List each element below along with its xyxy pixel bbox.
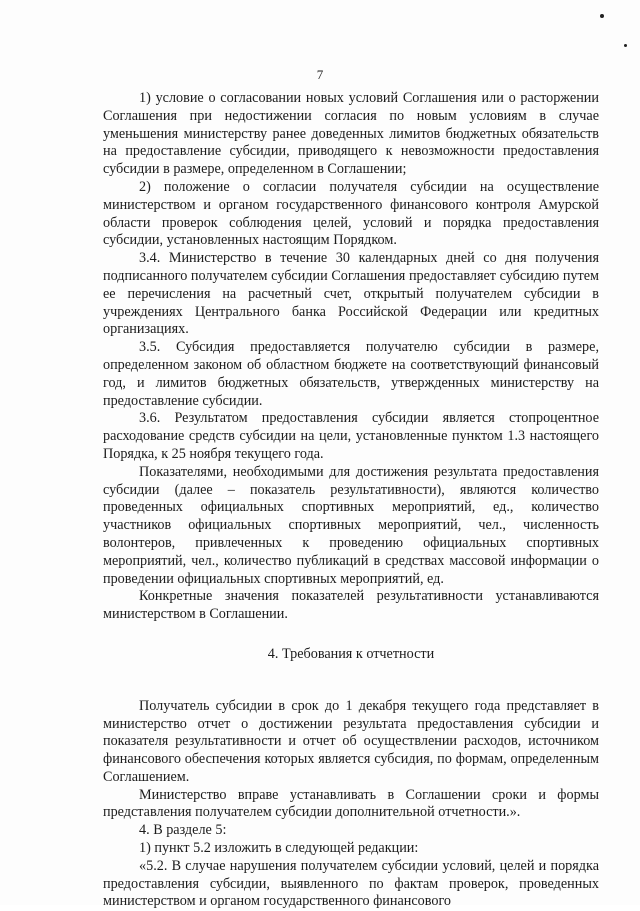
section-heading: 4. Требования к отчетности: [267, 645, 435, 662]
paragraph: 3.6. Результатом предоставления субсидии является стопроцентное расходование средств субсидии на цели, установленные пунктом 1.3 настоящего Порядка, к 25 ноября текущего года.: [103, 410, 599, 462]
scan-speck: [600, 14, 604, 18]
paragraph: Министерство вправе устанавливать в Соглашении сроки и формы представления получателем субсидии дополнительной отчетности.».: [103, 786, 599, 821]
paragraph: 3.5. Субсидия предоставляется получателю субсидии в размере, определенном законом об областном бюджете на соответствующий финансовый год, и лимитов бюджетных обязательств, утвержденных министерству на предоставление субсидии.: [103, 339, 599, 409]
paragraph: Получатель субсидии в срок до 1 декабря текущего года представляет в министерство отчет о достижении результата предоставления субсидии и показателя результативности и отчет об осуществлении расходов, источником финансового обеспечения которых является субсидия, по формам, определенным Соглашением.: [103, 697, 599, 785]
section-spacer: [103, 685, 599, 698]
paragraph: 3.4. Министерство в течение 30 календарных дней со дня получения подписанного получателем субсидии Соглашения предоставляет субсидию путем ее перечисления на расчетный счет, открытый получателем субсидии в учреждениях Центрального банка Российской Федерации или кредитных организациях.: [103, 250, 599, 338]
paragraph: Конкретные значения показателей результативности устанавливаются министерством в Соглашении.: [103, 588, 599, 623]
paragraph: 1) условие о согласовании новых условий Соглашения или о расторжении Соглашения при недостижении согласия по новым условиям в случае уменьшения министерству ранее доведенных лимитов бюджетных обязательств на предоставление субсидии, приводящего к невозможности предоставления субсидии в размере, определенном в Соглашении;: [103, 90, 599, 178]
paragraph: 2) положение о согласии получателя субсидии на осуществление министерством и органом государственного финансового контроля Амурской области проверок соблюдения целей, условий и порядка предоставления субсидии, установленных настоящим Порядком.: [103, 178, 599, 249]
paragraph: Показателями, необходимыми для достижения результата предоставления субсидии (далее – показатель результативности), являются количество проведенных официальных спортивных мероприятий, ед., количество участников официальных спортивных мероприятий, чел., численность волонтеров, привлеченных к проведению официальных спортивных мероприятий, чел., количество публикаций в средствах массовой информации о проведении официальных спортивных мероприятий, ед.: [103, 463, 599, 587]
scan-speck: [624, 44, 627, 47]
document-body: [103, 90, 599, 911]
paragraph: 4. В разделе 5:: [139, 822, 227, 839]
page-number: 7: [316, 67, 324, 82]
paragraph: «5.2. В случае нарушения получателем субсидии условий, целей и порядка предоставления субсидии, выявленного по фактам проверок, проведенных министерством и органом государственного финансового: [103, 857, 599, 910]
paragraph: 1) пункт 5.2 изложить в следующей редакции:: [139, 840, 419, 857]
